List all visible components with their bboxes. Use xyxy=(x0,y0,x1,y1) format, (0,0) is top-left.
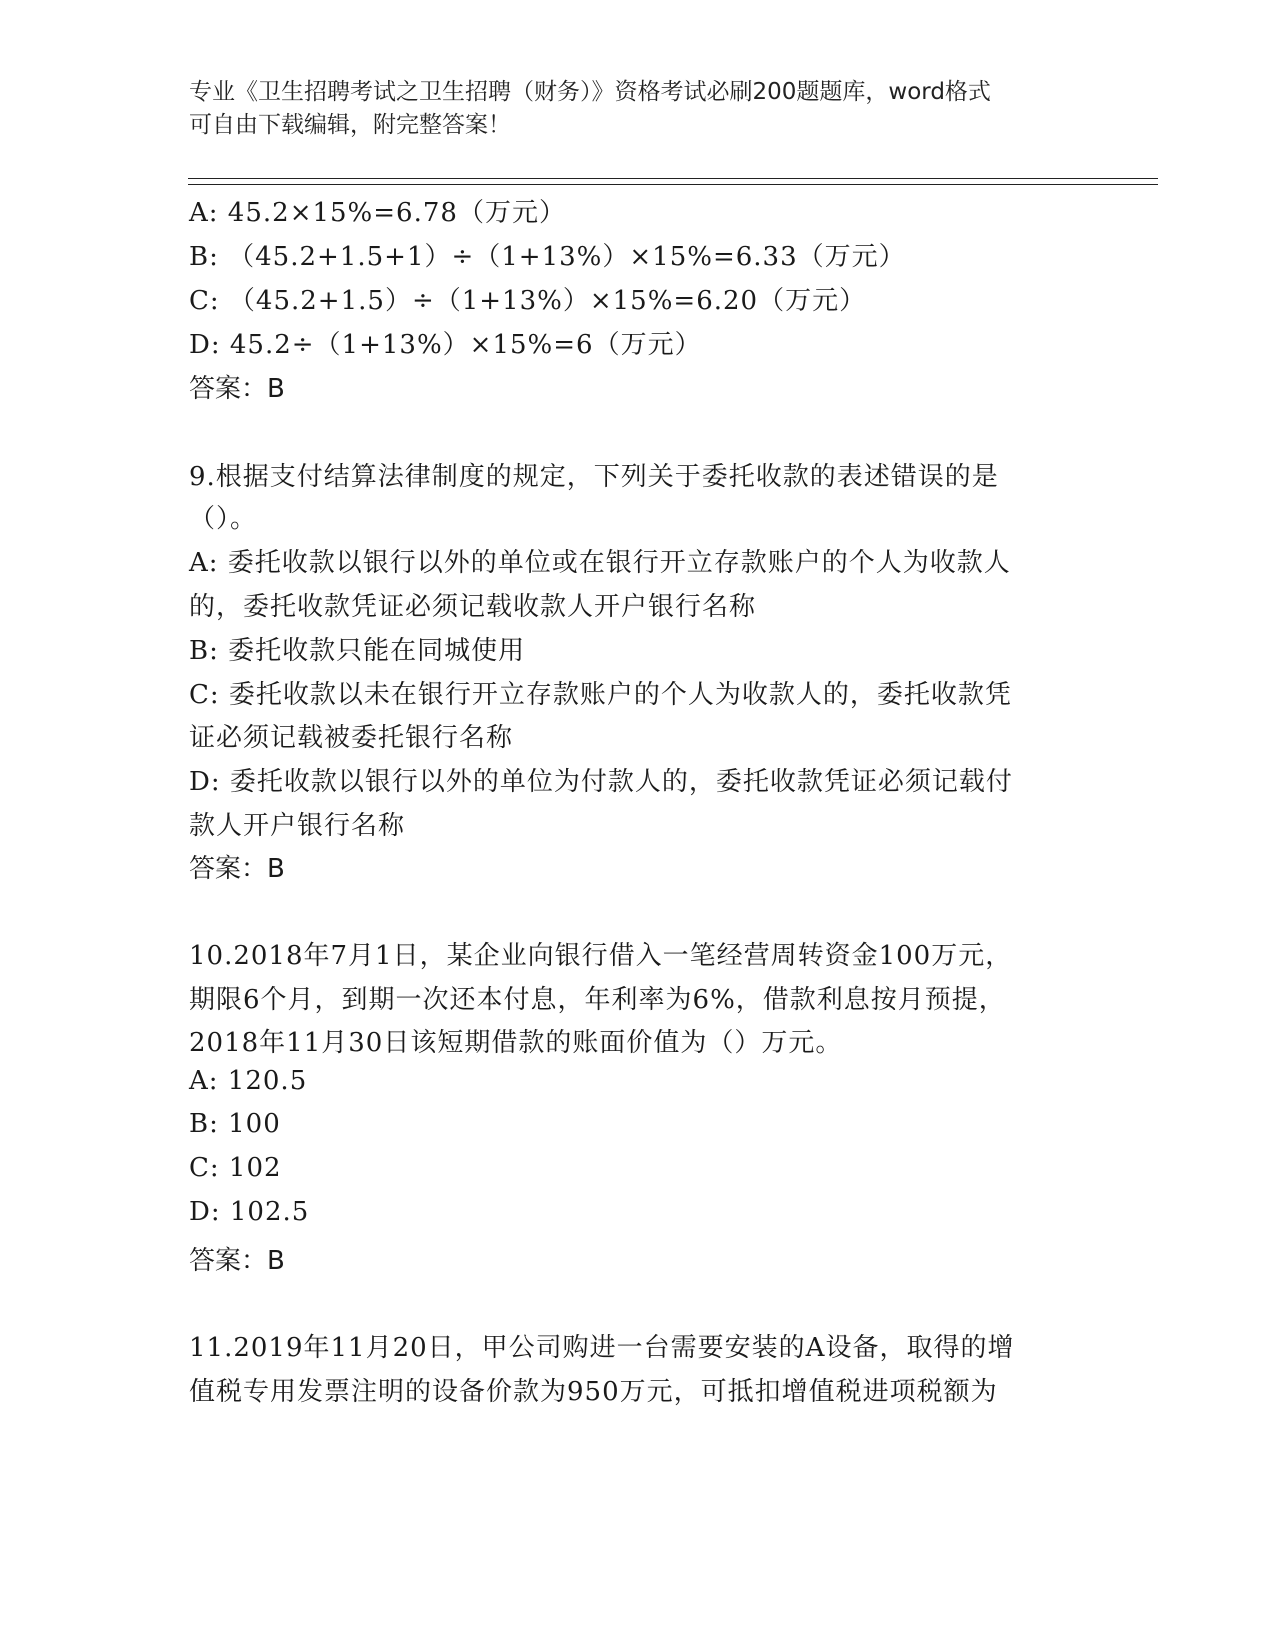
q9-option-d-line-1: D: 委托收款以银行以外的单位为付款人的，委托收款凭证必须记载付 xyxy=(189,767,1013,797)
q9-answer: 答案：B xyxy=(189,854,285,884)
q10-stem-line-1: 10.2018年7月1日，某企业向银行借入一笔经营周转资金100万元， xyxy=(189,941,1013,971)
header-divider-top xyxy=(188,178,1158,179)
q8-answer: 答案：B xyxy=(189,374,285,404)
q11-stem-line-2: 值税专用发票注明的设备价款为950万元，可抵扣增值税进项税额为 xyxy=(189,1377,998,1407)
q9-stem-line-1: 9.根据支付结算法律制度的规定，下列关于委托收款的表述错误的是 xyxy=(189,462,999,492)
q9-stem-line-2: （）。 xyxy=(189,504,258,534)
q8-option-d: D: 45.2÷（1+13%）×15%=6（万元） xyxy=(189,330,702,360)
document-header xyxy=(189,76,1089,142)
q8-option-b: B: （45.2+1.5+1）÷（1+13%）×15%=6.33（万元） xyxy=(189,242,906,272)
q10-stem-line-3: 2018年11月30日该短期借款的账面价值为（）万元。 xyxy=(189,1028,843,1058)
q10-answer: 答案：B xyxy=(189,1246,285,1276)
q10-option-c: C: 102 xyxy=(189,1153,282,1183)
q9-option-c-line-2: 证必须记载被委托银行名称 xyxy=(189,723,514,753)
q8-option-a: A: 45.2×15%=6.78（万元） xyxy=(189,198,566,228)
q10-option-a: A: 120.5 xyxy=(189,1066,308,1096)
q9-option-b: B: 委托收款只能在同城使用 xyxy=(189,636,526,666)
q10-option-b: B: 100 xyxy=(189,1109,281,1139)
q9-option-c-line-1: C: 委托收款以未在银行开立存款账户的个人为收款人的，委托收款凭 xyxy=(189,680,1012,710)
q9-option-a-line-2: 的，委托收款凭证必须记载收款人开户银行名称 xyxy=(189,592,757,622)
header-line-2: 可自由下载编辑，附完整答案！ xyxy=(189,112,511,138)
q11-stem-line-1: 11.2019年11月20日，甲公司购进一台需要安装的A设备，取得的增 xyxy=(189,1333,1015,1363)
header-line-1: 专业《卫生招聘考试之卫生招聘（财务）》资格考试必刷200题题库，word格式 xyxy=(189,79,991,105)
q9-option-a-line-1: A: 委托收款以银行以外的单位或在银行开立存款账户的个人为收款人 xyxy=(189,548,1011,578)
q8-option-c: C: （45.2+1.5）÷（1+13%）×15%=6.20（万元） xyxy=(189,286,867,316)
q10-option-d: D: 102.5 xyxy=(189,1197,310,1227)
q10-stem-line-2: 期限6个月，到期一次还本付息，年利率为6%，借款利息按月预提， xyxy=(189,985,1006,1015)
header-divider-bottom xyxy=(188,184,1158,185)
q9-option-d-line-2: 款人开户银行名称 xyxy=(189,811,406,841)
